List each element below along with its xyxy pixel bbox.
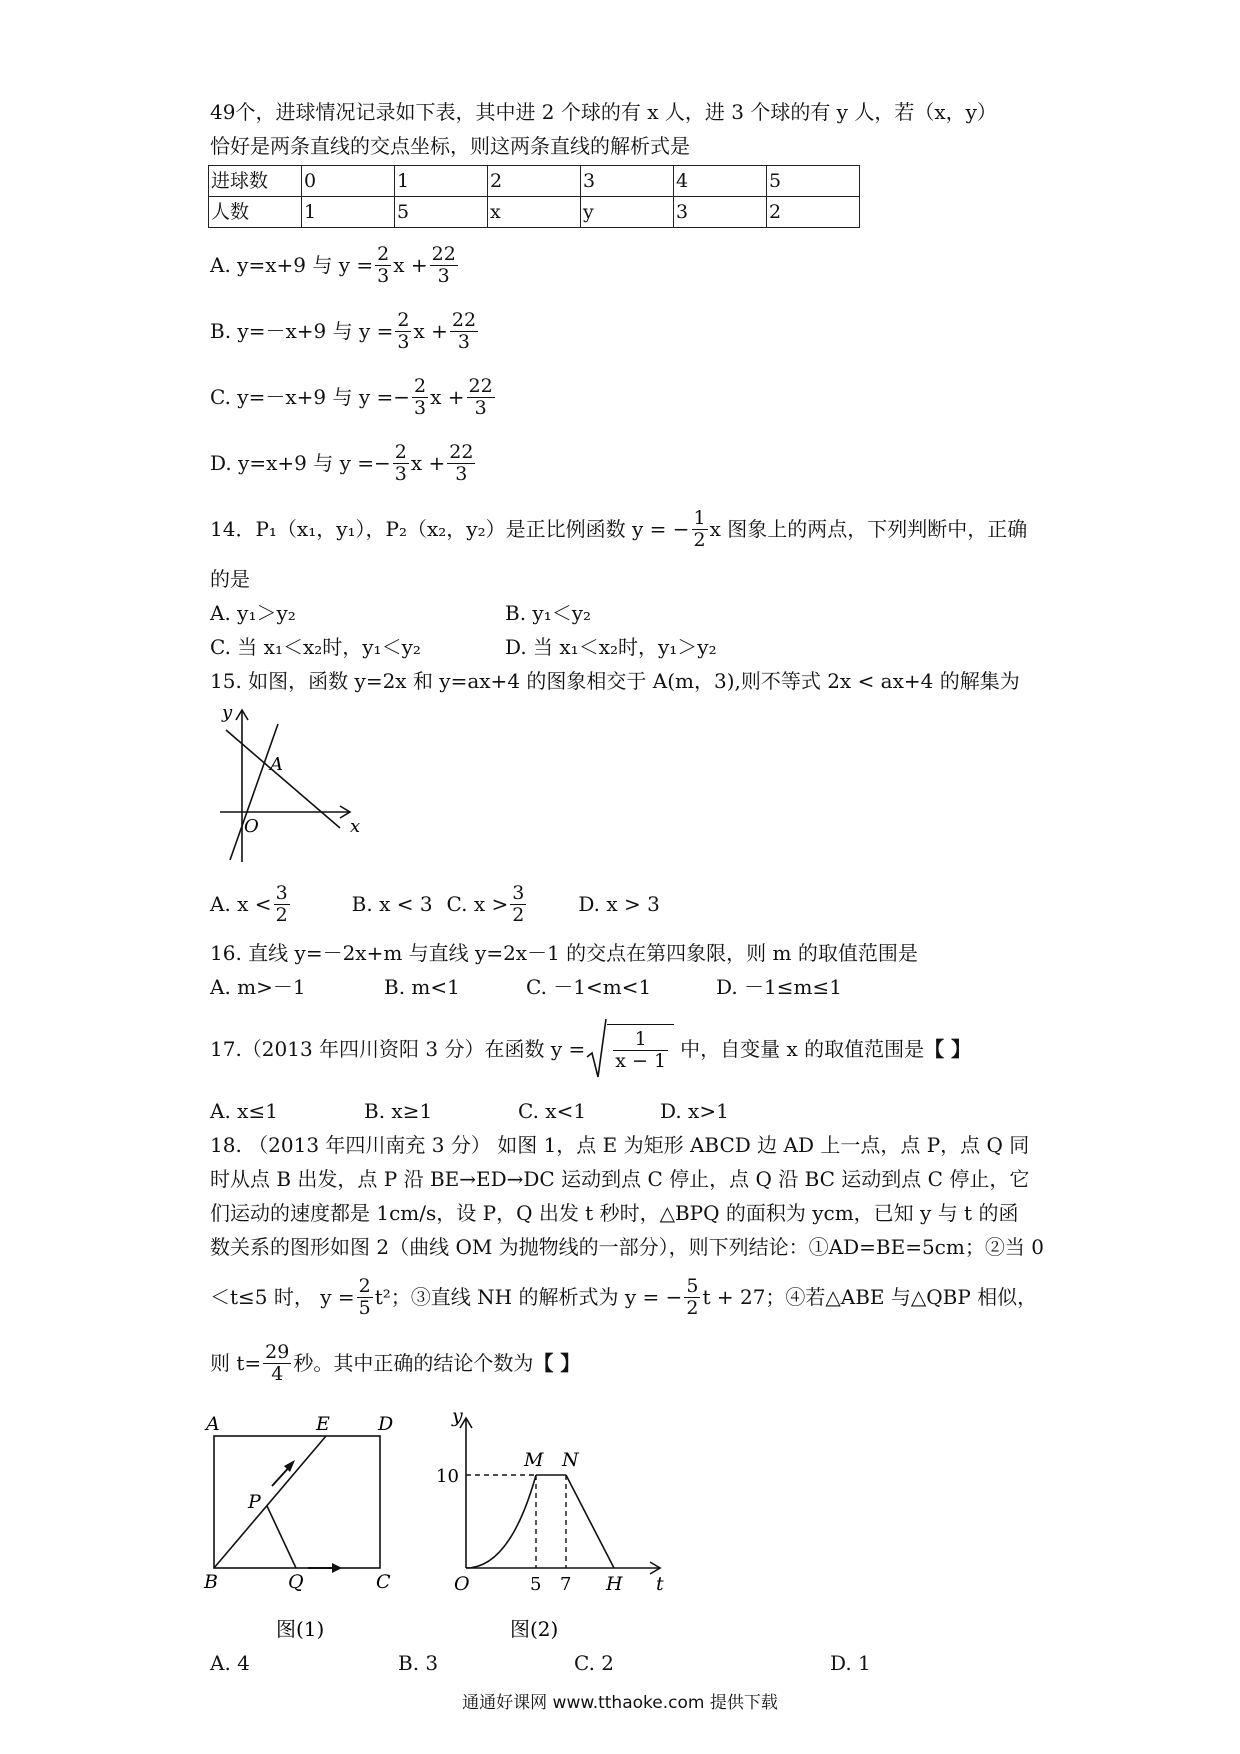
option-sign: − — [373, 451, 391, 475]
q18-options — [210, 1646, 1050, 1680]
q15-stem: 15. 如图，函数 y=2x 和 y=ax+4 的图象相交于 A(m，3),则不等式 2x < ax+4 的解集为 — [210, 669, 1020, 693]
q18-l5c: t + 27；④若△ABE 与△QBP 相似， — [702, 1285, 1038, 1309]
fraction — [263, 1342, 291, 1385]
q14-option-d: D. 当 x₁＜x₂时，y₁＞y₂ — [505, 635, 717, 659]
radical-sign — [585, 1017, 607, 1081]
score-table — [208, 165, 860, 228]
numerator: 2 — [397, 308, 410, 331]
label-d: D — [378, 1413, 394, 1435]
q14-pre: 14．P₁（x₁，y₁），P₂（x₂，y₂）是正比例函数 y = − — [210, 517, 690, 541]
q16-options — [210, 970, 1050, 1004]
numerator: 22 — [449, 440, 474, 463]
numerator: 22 — [451, 308, 477, 331]
numerator: 2 — [414, 374, 427, 397]
denominator: 3 — [455, 462, 468, 485]
q18-line5 — [210, 1264, 1050, 1330]
q16-stem: 16. 直线 y=－2x+m 与直线 y=2x－1 的交点在第四象限，则 m 的取值范围是 — [210, 941, 918, 965]
option-mid: x + — [430, 385, 465, 409]
origin-label: O — [244, 816, 259, 837]
numerator: 5 — [686, 1274, 699, 1297]
q17-option-b: B. x≥1 — [364, 1099, 433, 1123]
q14-option-c: C. 当 x₁＜x₂时，y₁＜y₂ — [210, 635, 421, 659]
q17-pre: 17.（2013 年四川资阳 3 分）在函数 y = — [210, 1037, 586, 1061]
q17-option-c: C. x<1 — [518, 1099, 587, 1123]
fraction — [430, 244, 458, 287]
fraction — [692, 508, 708, 551]
q16-option-d: D. －1≤m≤1 — [716, 975, 842, 999]
table-cell: 进球数 — [209, 166, 302, 197]
q15-graph — [190, 702, 360, 872]
q18-l6b: 秒。其中正确的结论个数为 — [293, 1351, 534, 1375]
sqrt-expression — [585, 1017, 674, 1081]
q13-option-c — [210, 364, 1050, 430]
denominator: 3 — [397, 330, 410, 353]
q13-line1: 49个，进球情况记录如下表，其中进 2 个球的有 x 人，进 3 个球的有 y 人，若（x，y） — [210, 100, 997, 124]
fraction — [274, 883, 290, 926]
arrow-q-head — [332, 1563, 342, 1573]
table-cell: 2 — [488, 166, 581, 197]
numerator: 3 — [275, 881, 288, 904]
table-row — [209, 166, 860, 197]
label-t: t — [656, 1573, 664, 1595]
q18-option-b: B. 3 — [398, 1651, 439, 1675]
q15-options — [210, 872, 1050, 936]
denominator: 3 — [457, 330, 470, 353]
q18-option-a: A. 4 — [210, 1651, 250, 1675]
answer-bracket: 【 】 — [924, 1037, 972, 1061]
q14-options-row1 — [210, 596, 1050, 630]
label-e: E — [316, 1413, 330, 1435]
q15-option-d: D. x > 3 — [578, 892, 660, 916]
table-cell: 2 — [767, 197, 860, 228]
table-cell: 3 — [581, 166, 674, 197]
label-b: B — [204, 1571, 218, 1593]
q13-option-b — [210, 298, 1050, 364]
q14-post: x 图象上的两点，下列判断中，正确 — [709, 517, 1028, 541]
option-prefix: A. y=x+9 与 y = — [210, 253, 374, 277]
q18-line1: 18. （2013 年四川南充 3 分） 如图 1，点 E 为矩形 ABCD 边 AD 上一点，点 P，点 Q 同 — [210, 1133, 1030, 1157]
label-q: Q — [288, 1571, 304, 1593]
numerator: 2 — [394, 440, 407, 463]
numerator: 22 — [468, 374, 493, 397]
numerator: 1 — [613, 1029, 668, 1051]
q14-options-row2 — [210, 630, 1050, 664]
q13-option-a — [210, 232, 1050, 298]
document-body — [204, 95, 1050, 1680]
table-cell: 0 — [302, 166, 395, 197]
denominator: 3 — [394, 462, 407, 485]
q18-l5a: ＜t≤5 时， y = — [210, 1285, 355, 1309]
table-cell: 1 — [302, 197, 395, 228]
fraction — [684, 1276, 700, 1319]
table-cell: 1 — [395, 166, 488, 197]
fraction — [393, 442, 409, 485]
segment-nh — [566, 1475, 614, 1568]
numerator: 3 — [512, 881, 525, 904]
fraction — [450, 310, 478, 353]
q16-option-c: C. －1<m<1 — [526, 975, 652, 999]
option-prefix: B. y=－x+9 与 y = — [210, 319, 394, 343]
label-h: H — [606, 1573, 623, 1595]
numerator: 2 — [377, 242, 390, 265]
q13-option-d — [210, 430, 1050, 496]
q15-option-c-pre: C. x > — [446, 892, 509, 916]
q14-option-a: A. y₁＞y₂ — [210, 601, 296, 625]
q18-line2: 时从点 B 出发，点 P 沿 BE→ED→DC 运动到点 C 停止，点 Q 沿 BC 运动到点 C 停止，它 — [210, 1167, 1030, 1191]
label-10: 10 — [436, 1466, 459, 1487]
line-y-ax-plus-4 — [226, 730, 340, 828]
q16-option-b: B. m<1 — [384, 975, 460, 999]
denominator: 3 — [437, 264, 450, 287]
point-a-label: A — [270, 754, 283, 775]
denominator: 2 — [512, 903, 525, 926]
answer-bracket: 【 】 — [533, 1351, 581, 1375]
fraction — [510, 883, 526, 926]
denominator: 2 — [275, 903, 288, 926]
option-mid: x + — [413, 319, 448, 343]
line-y-2x — [230, 724, 278, 860]
q14-option-b: B. y₁＜y₂ — [505, 601, 592, 625]
figure-1 — [203, 1413, 393, 1641]
fraction — [412, 376, 428, 419]
label-7: 7 — [560, 1574, 572, 1595]
q14-line2: 的是 — [210, 567, 250, 591]
q15-option-a-pre: A. x < — [210, 892, 272, 916]
q18-figures — [200, 1400, 720, 1650]
label-5: 5 — [530, 1574, 542, 1595]
label-n: N — [562, 1449, 579, 1471]
denominator: 3 — [377, 264, 390, 287]
table-cell: x — [488, 197, 581, 228]
denominator: 2 — [686, 1296, 699, 1319]
label-y: y — [452, 1405, 463, 1427]
denominator: 5 — [358, 1296, 371, 1319]
table-cell: 4 — [674, 166, 767, 197]
fraction — [375, 244, 391, 287]
fraction — [467, 376, 495, 419]
option-prefix: C. y=－x+9 与 y = — [210, 385, 394, 409]
q15-option-b: B. x < 3 — [351, 892, 433, 916]
option-mid: x + — [410, 451, 446, 475]
label-o: O — [454, 1573, 470, 1595]
option-prefix: D. y=x+9 与 y = — [210, 451, 374, 475]
q18-line4: 数关系的图形如图 2（曲线 OM 为抛物线的一部分），则下列结论：①AD=BE=5cm；②当 0 — [210, 1235, 1044, 1259]
fraction — [607, 1024, 674, 1074]
fraction — [447, 442, 475, 485]
q17-options — [210, 1094, 1050, 1128]
table-cell: 5 — [395, 197, 488, 228]
label-a: A — [206, 1413, 220, 1435]
figure-1-caption: 图(1) — [276, 1617, 325, 1641]
fraction — [395, 310, 411, 353]
q17-post: 中，自变量 x 的取值范围是 — [680, 1037, 925, 1061]
denominator: 3 — [474, 396, 487, 419]
numerator: 22 — [431, 242, 456, 265]
numerator: 29 — [265, 1340, 290, 1363]
numerator: 2 — [358, 1274, 371, 1297]
rectangle-abcd — [214, 1436, 380, 1568]
page-footer: 通通好课网 www.tthaoke.com 提供下载 — [462, 1693, 778, 1713]
table-cell: y — [581, 197, 674, 228]
option-mid: x + — [393, 253, 428, 277]
table-cell: 人数 — [209, 197, 302, 228]
denominator: 3 — [414, 396, 427, 419]
numerator: 1 — [693, 506, 706, 529]
q18-option-c: C. 2 — [574, 1651, 615, 1675]
denominator: 2 — [693, 528, 706, 551]
figure-2-caption: 图(2) — [510, 1617, 559, 1641]
q17-option-d: D. x>1 — [660, 1099, 729, 1123]
table-cell: 3 — [674, 197, 767, 228]
fraction — [357, 1276, 373, 1319]
q18-line6 — [210, 1330, 1050, 1396]
label-p: P — [248, 1491, 261, 1513]
q14-stem — [210, 496, 1050, 562]
q17-option-a: A. x≤1 — [210, 1099, 278, 1123]
q18-option-d: D. 1 — [830, 1651, 871, 1675]
q17-stem — [210, 1004, 1050, 1094]
q16-option-a: A. m>－1 — [210, 975, 306, 999]
table-row — [209, 197, 860, 228]
curve-om — [466, 1475, 536, 1568]
denominator: 4 — [271, 1362, 284, 1385]
y-axis-label: y — [222, 702, 233, 723]
label-c: C — [376, 1571, 391, 1593]
segment-be — [214, 1436, 326, 1568]
q13-line2: 恰好是两条直线的交点坐标，则这两条直线的解析式是 — [210, 134, 690, 158]
q18-l5b: t²；③直线 NH 的解析式为 y = − — [374, 1285, 683, 1309]
option-sign: − — [393, 385, 411, 409]
q18-l6a: 则 t= — [210, 1351, 262, 1375]
label-m: M — [524, 1449, 544, 1471]
segment-pq — [267, 1506, 296, 1568]
table-cell: 5 — [767, 166, 860, 197]
x-axis-label: x — [350, 816, 360, 837]
denominator: x − 1 — [615, 1050, 667, 1072]
figure-2 — [436, 1405, 664, 1641]
q18-line3: 们运动的速度都是 1cm/s，设 P，Q 出发 t 秒时，△BPQ 的面积为 ycm，已知 y 与 t 的函 — [210, 1201, 1019, 1225]
